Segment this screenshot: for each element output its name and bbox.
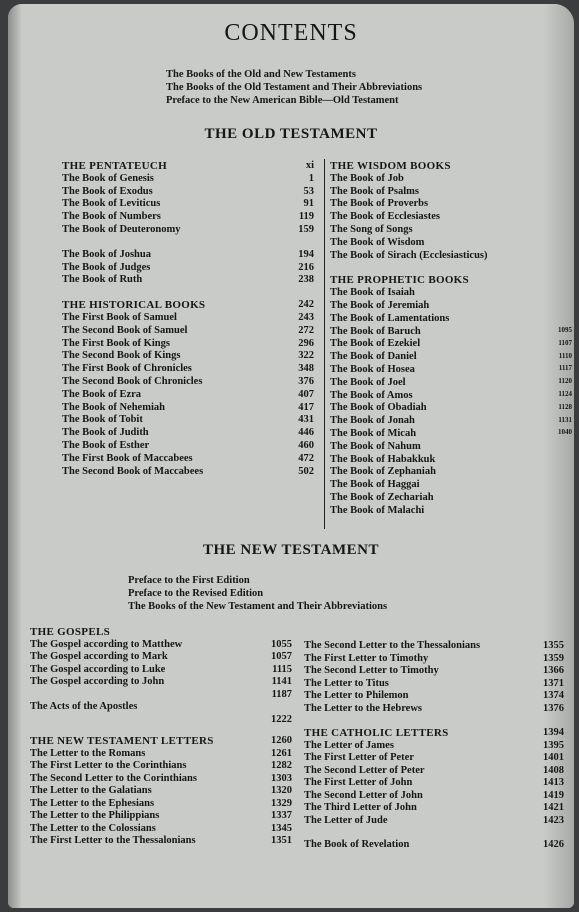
page-number: 216 [298,261,314,273]
page-number: 1419 [543,789,564,801]
book-title: The Book of Genesis [62,172,154,184]
book-title: The First Letter to the Thessalonians [30,835,196,846]
book-title: The Book of Wisdom [330,236,425,248]
new-testament-heading: THE NEW TESTAMENT [202,542,380,558]
section-heading-row [62,160,314,173]
book-title: The Letter to Philemon [304,690,409,701]
book-title: The Letter to the Romans [30,747,146,759]
section-heading-row [62,299,314,312]
spacer [30,726,292,735]
page-number: 460 [298,439,314,451]
toc-entry [304,640,564,653]
book-title: The Book of Haggai [330,479,420,491]
book-title: The Book of Lamentations [330,312,450,324]
page-number: 53 [303,185,314,197]
book-title: The Second Letter to the Corinthians [30,772,197,784]
toc-entry [330,454,542,467]
section-heading-row [30,626,292,639]
toc-entry [62,224,314,237]
new-testament-right-column [304,640,564,852]
section-title: THE PENTATEUCH [62,160,167,172]
book-title: The Book of Sirach (Ecclesiasticus) [330,249,488,261]
book-title: The First Letter to Timothy [304,652,429,664]
book-title: The Acts of the Apostles [30,701,138,712]
toc-entry [62,338,314,351]
intro-line: The Books of the New Testament and Their Abbreviations [128,601,388,612]
toc-entry [62,325,314,338]
section-title: THE CATHOLIC LETTERS [304,727,449,739]
book-title [30,714,266,727]
book-title: The Book of Daniel [330,351,417,363]
page-number: 1345 [271,822,292,834]
toc-entry [304,665,564,678]
book-title: The Book of Esther [62,439,150,451]
book-title: The Letter to the Ephesians [30,797,155,809]
toc-entry [330,415,542,428]
old-testament-right-column [330,160,542,518]
intro-line: Preface to the First Edition [128,575,250,586]
toc-entry [62,274,314,287]
spacer [304,827,564,839]
new-testament-left-column [30,626,292,848]
toc-entry [330,237,542,250]
gutter-page-number: 1131 [558,415,572,424]
toc-entry [304,815,564,828]
toc-entry [62,402,314,415]
toc-entry [62,262,314,275]
page-number: xi [305,160,314,171]
toc-entry [330,377,542,390]
toc-entry [304,777,564,790]
page-number: 1329 [271,797,292,809]
gutter-page-number: 1040 [558,428,572,437]
toc-entry [330,466,542,479]
gutter-page-number: 1124 [558,389,572,398]
gutter-page-number: 1107 [558,338,572,347]
section-title: THE PROPHETIC BOOKS [330,274,469,287]
book-title: The First Book of Chronicles [62,363,192,375]
page-number: 1187 [271,688,292,700]
toc-entry [30,651,292,664]
book-title: The First Letter to the Corinthians [30,760,187,771]
page-number: 1359 [543,652,564,664]
page-number: 238 [298,274,314,286]
book-title: The Book of Nehemiah [62,401,165,413]
toc-entry [330,351,542,364]
book-title: The First Book of Maccabees [62,452,193,464]
toc-entry [304,802,564,815]
spacer [62,237,314,249]
page-number: 1366 [543,665,564,676]
toc-entry [330,428,542,441]
book-title: The Book of Proverbs [330,198,429,210]
page-number: 194 [298,248,314,260]
page-number: 1394 [543,727,564,738]
toc-entry [30,748,292,761]
intro-line: Preface to the Revised Edition [128,588,264,599]
page-number: 1303 [271,772,292,784]
page-number: 1261 [271,747,292,759]
toc-entry [62,414,314,427]
page-number: 1408 [543,764,564,776]
book-title: The Second Letter of John [304,789,423,801]
toc-entry [62,249,314,262]
toc-entry [30,835,292,848]
page-number: 243 [298,311,314,323]
new-testament-front-matter [128,574,387,613]
page-number: 446 [298,427,314,439]
book-title: The Book of Zephaniah [330,466,436,478]
toc-entry [62,440,314,453]
book-title: The First Book of Kings [62,337,170,349]
toc-entry [304,765,564,778]
page-number: 242 [298,299,314,311]
toc-entry [330,173,542,186]
book-title: The Second Letter to the Thessalonians [304,640,481,651]
book-title: The Gospel according to Matthew [30,638,183,650]
page-number: 159 [298,223,314,235]
page-number: 322 [298,350,314,362]
toc-entry [330,313,542,326]
toc-entry [30,760,292,773]
spacer [330,262,542,274]
book-title: The Gospel according to Luke [30,663,166,675]
page-title: CONTENTS [224,20,358,46]
page-number: 1426 [543,839,564,850]
page-number: 376 [298,375,314,387]
book-title: The Book of Joshua [62,248,151,260]
page-number: 502 [298,465,314,477]
toc-entry [304,690,564,703]
gutter-page-number: 1120 [558,377,572,386]
page-number: 1 [308,172,314,184]
section-title: THE GOSPELS [30,626,111,638]
book-title: The Book of Hosea [330,363,415,375]
book-title: The Letter of Jude [304,814,388,826]
gutter-page-number: 1117 [558,364,572,373]
page-number: 272 [298,324,314,336]
page-number [266,701,292,714]
intro-line: The Books of the Old Testament and Their Abbreviations [166,82,423,93]
page-number: 1395 [543,739,564,751]
book-title: The First Letter of John [304,777,413,788]
toc-entry [30,664,292,677]
book-title: The Book of Baruch [330,325,421,337]
book-title: The Letter to the Galatians [30,785,152,796]
toc-entry [30,798,292,811]
page-number: 1421 [543,802,564,813]
intro-line: The Books of the Old and New Testaments [166,69,356,80]
book-title: The Book of Deuteronomy [62,223,181,235]
section-title: THE WISDOM BOOKS [330,160,451,172]
toc-entry [62,376,314,389]
toc-entry [330,250,542,263]
toc-entry [30,810,292,823]
section-heading-row [30,735,292,748]
book-title: The Letter to the Philippians [30,810,160,821]
page-number: 1376 [543,702,564,714]
toc-entry [304,839,564,852]
book-title: The First Letter of Peter [304,752,415,763]
toc-entry [330,492,542,505]
page-number: 1374 [543,690,564,701]
book-title: The Book of Leviticus [62,198,161,210]
book-title: The Book of Ezekiel [330,338,421,350]
toc-entry [62,389,314,402]
toc-entry [330,505,542,518]
page-number: 1401 [543,752,564,763]
page-number: 1371 [543,677,564,689]
book-title: The Letter to Titus [304,677,389,689]
toc-entry [330,402,542,415]
toc-entry [304,752,564,765]
old-testament-heading: THE OLD TESTAMENT [204,126,378,142]
toc-entry [330,224,542,237]
page-number: 1413 [543,777,564,788]
book-title: The Second Book of Samuel [62,324,188,336]
page-number: 1115 [272,663,292,675]
gutter-page-number: 1110 [558,351,572,360]
spacer [304,715,564,727]
section-title: THE HISTORICAL BOOKS [62,299,206,312]
page-number: 1057 [271,651,292,662]
book-title: The Book of Ezra [62,388,142,400]
toc-entry [62,453,314,466]
page-number: 296 [298,337,314,349]
book-title: The Gospel according to Mark [30,651,168,662]
front-matter-list [166,68,422,107]
page-number: 472 [298,452,314,464]
book-title: The Book of Amos [330,389,413,401]
toc-entry [330,211,542,224]
book-title: The Third Letter of John [304,802,417,813]
book-title: The Book of Judith [62,427,149,439]
toc-entry [62,173,314,186]
cut-off-page-numbers [552,324,572,439]
book-title: The Book of Jeremiah [330,299,430,311]
page-number: 1351 [271,835,292,846]
book-title: The Second Letter of Peter [304,764,425,776]
toc-entry [30,689,292,702]
toc-entry [330,326,542,339]
book-title: The Book of Nahum [330,440,421,452]
toc-entry [62,186,314,199]
toc-entry [30,714,292,727]
book-title: The Second Letter to Timothy [304,665,439,676]
page-number: 1282 [271,760,292,771]
page-number: 1355 [543,640,564,651]
page-number: 1320 [271,785,292,796]
toc-entry [62,211,314,224]
book-title: The Book of Jonah [330,415,415,427]
book-title: The Letter of James [304,739,394,751]
book-title: The Book of Exodus [62,185,153,197]
page-number: 1141 [271,676,292,687]
book-title: The Book of Obadiah [330,402,427,414]
book-title: The Second Book of Chronicles [62,375,203,387]
book-title: The Book of Malachi [330,504,425,516]
book-title: The Book of Isaiah [330,287,415,299]
toc-entry [30,773,292,786]
page-number: 348 [298,363,314,375]
gutter-page-number: 1128 [558,402,572,411]
toc-entry [330,364,542,377]
toc-entry [304,790,564,803]
book-title: The Book of Job [330,172,404,184]
toc-entry [62,466,314,479]
book-title: The Book of Numbers [62,211,161,223]
book-title: The Gospel according to John [30,676,165,687]
toc-entry [304,678,564,691]
book-title: The Song of Songs [330,223,413,235]
page-number: 1337 [271,810,292,821]
gutter-page-number: 1095 [558,326,572,334]
toc-entry [62,363,314,376]
book-title: The Letter to the Colossians [30,822,156,834]
column-divider [324,159,325,529]
toc-entry [62,350,314,363]
section-heading-row [330,160,542,173]
page-number: 417 [298,401,314,413]
page-number: 91 [303,198,314,210]
page-number: 431 [298,414,314,426]
book-title: The Book of Psalms [330,185,419,197]
book-title: The Book of Revelation [304,839,410,850]
page-number: 119 [298,211,314,223]
old-testament-left-column [62,160,314,478]
book-title: The Second Book of Kings [62,350,181,362]
toc-entry [330,390,542,403]
page-number: 407 [298,388,314,400]
book-title: The Book of Zechariah [330,491,434,503]
page-number: 1222 [271,713,292,725]
section-heading-row [330,274,542,287]
book-title: The Letter to the Hebrews [304,702,423,714]
toc-entry [330,300,542,313]
toc-entry [30,639,292,652]
toc-entry [62,427,314,440]
book-page [8,4,574,908]
toc-entry [330,441,542,454]
section-title: THE NEW TESTAMENT LETTERS [30,735,214,747]
book-title: The Book of Ecclesiastes [330,211,440,223]
toc-entry [330,287,542,300]
toc-entry [304,653,564,666]
toc-entry [62,198,314,211]
toc-entry [304,703,564,716]
intro-line: Preface to the New American Bible—Old Testament [166,95,399,106]
toc-entry [330,186,542,199]
book-title: The Book of Ruth [62,274,143,286]
book-title: The Second Book of Maccabees [62,465,204,477]
book-title [30,689,266,702]
book-title: The Book of Habakkuk [330,453,436,465]
book-title: The Book of Joel [330,376,406,388]
book-title: The First Book of Samuel [62,311,177,323]
toc-entry [30,823,292,836]
toc-entry [330,338,542,351]
toc-entry [304,740,564,753]
toc-entry [330,479,542,492]
book-title: The Book of Micah [330,427,417,439]
toc-entry [62,312,314,325]
toc-entry [30,701,292,714]
toc-entry [30,785,292,798]
page-number: 1423 [543,814,564,826]
section-heading-row [304,727,564,740]
book-title: The Book of Tobit [62,414,143,426]
toc-entry [330,198,542,211]
page-number: 1055 [271,638,292,650]
page-number: 1260 [271,735,292,746]
spacer [62,287,314,299]
toc-entry [30,676,292,689]
book-title: The Book of Judges [62,261,151,273]
